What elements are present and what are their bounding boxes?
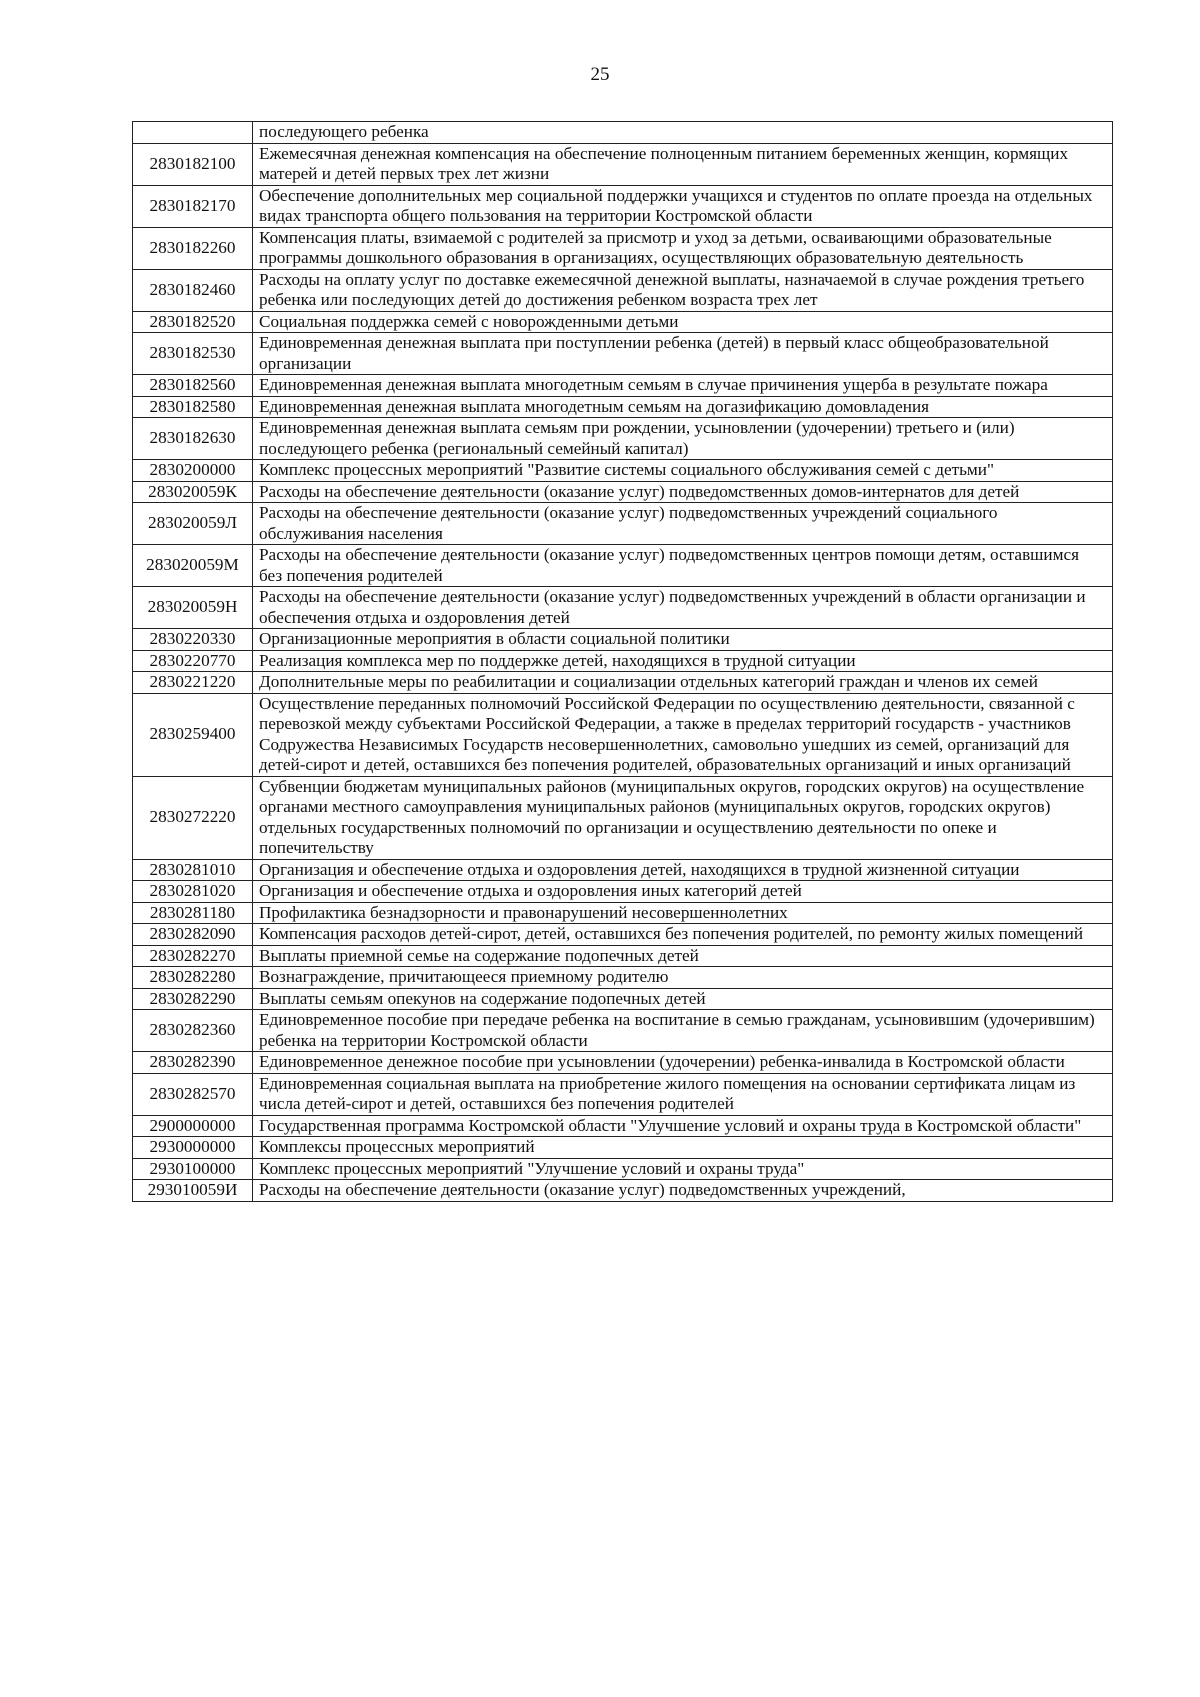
table-row — [133, 988, 1113, 1010]
row-description: Единовременная денежная выплата многодетным семьям в случае причинения ущерба в результате пожара — [253, 375, 1113, 397]
row-description: Единовременная денежная выплата семьям при рождении, усыновлении (удочерении) третьего и (или) последующего ребенка (региональный семейный капитал) — [253, 418, 1113, 460]
row-code: 283020059Л — [133, 503, 253, 545]
row-description: Комплексы процессных мероприятий — [253, 1137, 1113, 1159]
row-code: 2830182170 — [133, 185, 253, 227]
row-code: 283020059М — [133, 545, 253, 587]
table-row — [133, 185, 1113, 227]
row-code: 2830282280 — [133, 967, 253, 989]
row-description: Организация и обеспечение отдыха и оздоровления детей, находящихся в трудной жизненной ситуации — [253, 859, 1113, 881]
row-code: 2830282270 — [133, 945, 253, 967]
row-code: 283020059К — [133, 481, 253, 503]
row-description: Единовременная денежная выплата многодетным семьям на догазификацию домовладения — [253, 396, 1113, 418]
row-code: 2830282360 — [133, 1010, 253, 1052]
row-code: 2830281180 — [133, 902, 253, 924]
row-code: 2830200000 — [133, 460, 253, 482]
row-code: 2830182260 — [133, 227, 253, 269]
table-row — [133, 587, 1113, 629]
table-row — [133, 945, 1113, 967]
table-row — [133, 859, 1113, 881]
row-code: 2830182100 — [133, 143, 253, 185]
table-row — [133, 693, 1113, 776]
row-description: Компенсация расходов детей-сирот, детей, оставшихся без попечения родителей, по ремонту жилых помещений — [253, 924, 1113, 946]
row-description: Выплаты приемной семье на содержание подопечных детей — [253, 945, 1113, 967]
row-description: Единовременное денежное пособие при усыновлении (удочерении) ребенка-инвалида в Костромской области — [253, 1052, 1113, 1074]
table-row — [133, 881, 1113, 903]
row-code: 2830182460 — [133, 269, 253, 311]
row-description: Обеспечение дополнительных мер социальной поддержки учащихся и студентов по оплате проезда на отдельных видах транспорта общего пользования на территории Костромской области — [253, 185, 1113, 227]
row-description: Государственная программа Костромской области "Улучшение условий и охраны труда в Костромской области" — [253, 1115, 1113, 1137]
row-description: Организационные мероприятия в области социальной политики — [253, 629, 1113, 651]
table-row — [133, 924, 1113, 946]
row-code: 2930000000 — [133, 1137, 253, 1159]
table-row — [133, 396, 1113, 418]
table-row — [133, 1180, 1113, 1202]
row-description: Единовременная социальная выплата на приобретение жилого помещения на основании сертификата лицам из числа детей-сирот и детей, оставшихся без попечения родителей — [253, 1073, 1113, 1115]
row-description: Реализация комплекса мер по поддержке детей, находящихся в трудной ситуации — [253, 650, 1113, 672]
table-row — [133, 269, 1113, 311]
table-row — [133, 629, 1113, 651]
row-code: 2830182630 — [133, 418, 253, 460]
row-description: Расходы на оплату услуг по доставке ежемесячной денежной выплаты, назначаемой в случае рождения третьего ребенка или последующих детей до достижения ребенком возраста трех лет — [253, 269, 1113, 311]
row-description: Расходы на обеспечение деятельности (оказание услуг) подведомственных учреждений в области организации и обеспечения отдыха и оздоровления детей — [253, 587, 1113, 629]
row-code: 2830220330 — [133, 629, 253, 651]
row-description: Единовременное пособие при передаче ребенка на воспитание в семью гражданам, усыновившим (удочерившим) ребенка на территории Костромской области — [253, 1010, 1113, 1052]
table-row — [133, 902, 1113, 924]
row-code: 2830282570 — [133, 1073, 253, 1115]
row-code — [133, 122, 253, 144]
row-description: Расходы на обеспечение деятельности (оказание услуг) подведомственных учреждений, — [253, 1180, 1113, 1202]
table-row — [133, 1137, 1113, 1159]
row-code: 293010059И — [133, 1180, 253, 1202]
row-description: Организация и обеспечение отдыха и оздоровления иных категорий детей — [253, 881, 1113, 903]
row-code: 2830282290 — [133, 988, 253, 1010]
table-row — [133, 672, 1113, 694]
table-row — [133, 776, 1113, 859]
row-description: Расходы на обеспечение деятельности (оказание услуг) подведомственных учреждений социального обслуживания населения — [253, 503, 1113, 545]
row-code: 2830221220 — [133, 672, 253, 694]
row-code: 2830272220 — [133, 776, 253, 859]
row-code: 283020059Н — [133, 587, 253, 629]
table-row — [133, 122, 1113, 144]
row-code: 2830281020 — [133, 881, 253, 903]
table-row — [133, 545, 1113, 587]
page-number: 25 — [590, 64, 610, 85]
row-description: Осуществление переданных полномочий Российской Федерации по осуществлению деятельности, связанной с перевозкой между субъектами Российской Федерации, а также в пределах территорий государств - участников Содружества Независимых Государств несовершеннолетних, самовольно ушедших из семей, организаций для детей-сирот и детей, оставшихся без попечения родителей, образовательных организаций и иных организаций — [253, 693, 1113, 776]
row-code: 2830281010 — [133, 859, 253, 881]
row-code: 2830259400 — [133, 693, 253, 776]
table-row — [133, 311, 1113, 333]
row-description: Субвенции бюджетам муниципальных районов (муниципальных округов, городских округов) на осуществление органами местного самоуправления муниципальных районов (муниципальных округов, городских округов) отдельных государственных полномочий по организации и осуществлению деятельности по опеке и попечительству — [253, 776, 1113, 859]
table-row — [133, 227, 1113, 269]
table-body — [133, 122, 1113, 1202]
row-code: 2830182520 — [133, 311, 253, 333]
row-description: Комплекс процессных мероприятий "Развитие системы социального обслуживания семей с детьми" — [253, 460, 1113, 482]
row-code: 2830282390 — [133, 1052, 253, 1074]
row-code: 2830220770 — [133, 650, 253, 672]
table-row — [133, 1115, 1113, 1137]
table-row — [133, 418, 1113, 460]
row-description: Компенсация платы, взимаемой с родителей за присмотр и уход за детьми, осваивающими образовательные программы дошкольного образования в организациях, осуществляющих образовательную деятельность — [253, 227, 1113, 269]
row-description: Ежемесячная денежная компенсация на обеспечение полноценным питанием беременных женщин, кормящих матерей и детей первых трех лет жизни — [253, 143, 1113, 185]
table-row — [133, 1073, 1113, 1115]
table-row — [133, 481, 1113, 503]
table-row — [133, 1052, 1113, 1074]
budget-code-table — [132, 121, 1113, 1202]
row-description: Выплаты семьям опекунов на содержание подопечных детей — [253, 988, 1113, 1010]
row-description: Расходы на обеспечение деятельности (оказание услуг) подведомственных центров помощи детям, оставшимся без попечения родителей — [253, 545, 1113, 587]
table-row — [133, 650, 1113, 672]
row-code: 2830182560 — [133, 375, 253, 397]
table-row — [133, 1158, 1113, 1180]
table-row — [133, 1010, 1113, 1052]
row-code: 2830182530 — [133, 333, 253, 375]
row-code: 2830282090 — [133, 924, 253, 946]
row-description: Дополнительные меры по реабилитации и социализации отдельных категорий граждан и членов их семей — [253, 672, 1113, 694]
row-code: 2930100000 — [133, 1158, 253, 1180]
row-code: 2830182580 — [133, 396, 253, 418]
table-row — [133, 333, 1113, 375]
row-code: 2900000000 — [133, 1115, 253, 1137]
row-description: Комплекс процессных мероприятий "Улучшение условий и охраны труда" — [253, 1158, 1113, 1180]
table-row — [133, 375, 1113, 397]
budget-code-table-container — [132, 121, 1112, 1202]
row-description: Единовременная денежная выплата при поступлении ребенка (детей) в первый класс общеобразовательной организации — [253, 333, 1113, 375]
row-description: Социальная поддержка семей с новорожденными детьми — [253, 311, 1113, 333]
row-description: последующего ребенка — [253, 122, 1113, 144]
row-description: Вознаграждение, причитающееся приемному родителю — [253, 967, 1113, 989]
row-description: Расходы на обеспечение деятельности (оказание услуг) подведомственных домов-интернатов для детей — [253, 481, 1113, 503]
table-row — [133, 143, 1113, 185]
table-row — [133, 460, 1113, 482]
table-row — [133, 503, 1113, 545]
table-row — [133, 967, 1113, 989]
row-description: Профилактика безнадзорности и правонарушений несовершеннолетних — [253, 902, 1113, 924]
